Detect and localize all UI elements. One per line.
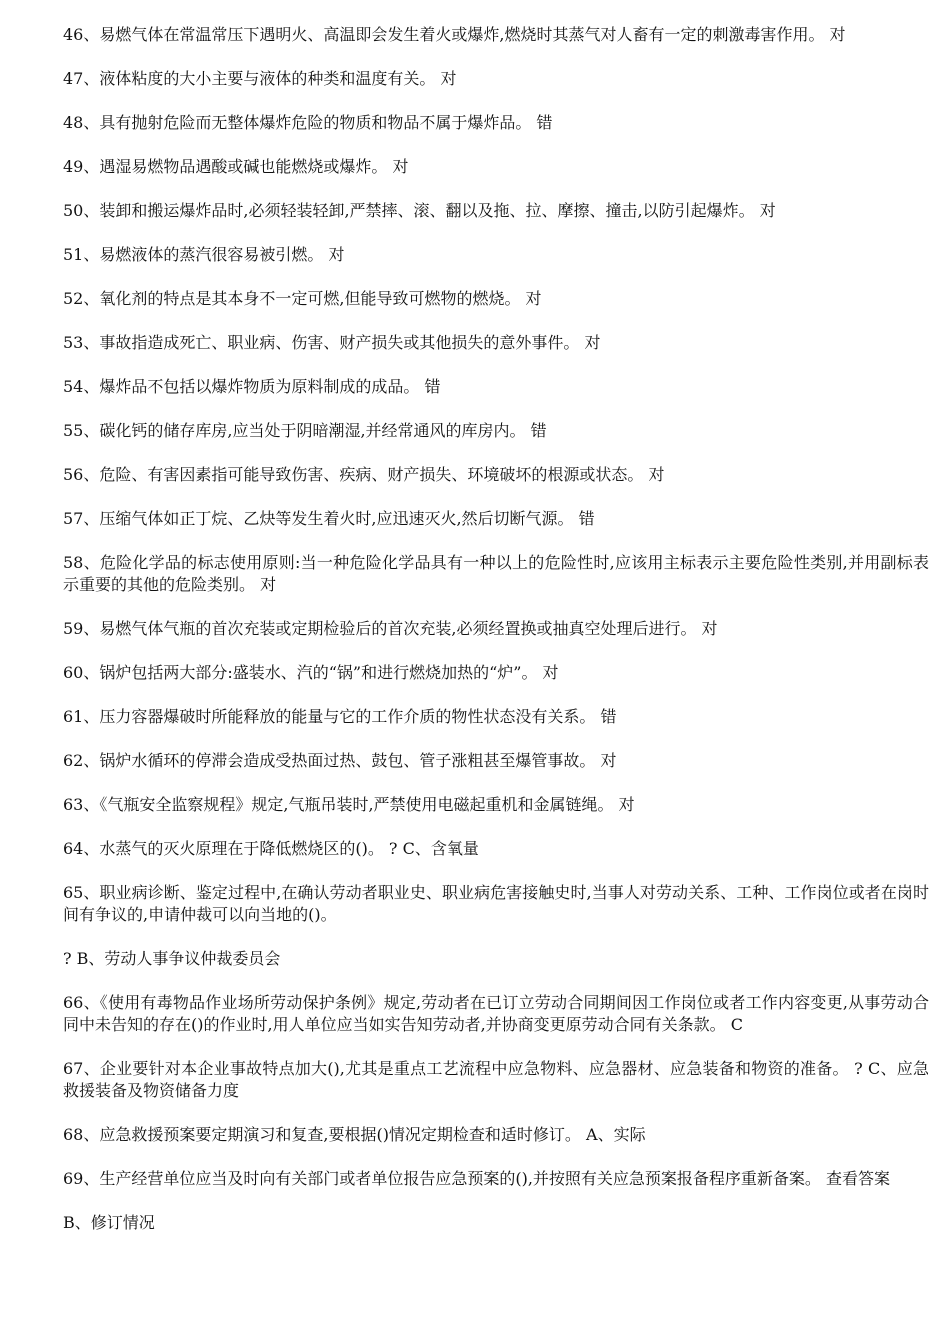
- question-68: 68、应急救援预案要定期演习和复查,要根据()情况定期检查和适时修订。 A、实际: [63, 1125, 646, 1144]
- question-64: 64、水蒸气的灭火原理在于降低燃烧区的()。 ? C、含氧量: [63, 839, 479, 858]
- question-61: 61、压力容器爆破时所能释放的能量与它的工作介质的物性状态没有关系。 错: [63, 707, 617, 726]
- document-page: [63, 24, 929, 1256]
- question-52: 52、氧化剂的特点是其本身不一定可燃,但能导致可燃物的燃烧。 对: [63, 289, 542, 308]
- question-60: 60、锅炉包括两大部分:盛装水、汽的“锅”和进行燃烧加热的“炉”。 对: [63, 663, 559, 682]
- question-62: 62、锅炉水循环的停滞会造成受热面过热、鼓包、管子涨粗甚至爆管事故。 对: [63, 751, 617, 770]
- question-54: 54、爆炸品不包括以爆炸物质为原料制成的成品。 错: [63, 377, 441, 396]
- question-59: 59、易燃气体气瓶的首次充装或定期检验后的首次充装,必须经置换或抽真空处理后进行。 对: [63, 619, 718, 638]
- question-56: 56、危险、有害因素指可能导致伤害、疾病、财产损失、环境破坏的根源或状态。 对: [63, 465, 665, 484]
- question-46: 46、易燃气体在常温常压下遇明火、高温即会发生着火或爆炸,燃烧时其蒸气对人畜有一定的刺激毒害作用。 对: [63, 25, 846, 44]
- question-48: 48、具有抛射危险而无整体爆炸危险的物质和物品不属于爆炸品。 错: [63, 113, 553, 132]
- answer-69: B、修订情况: [63, 1213, 155, 1232]
- question-51: 51、易燃液体的蒸汽很容易被引燃。 对: [63, 245, 345, 264]
- question-58: 58、危险化学品的标志使用原则:当一种危险化学品具有一种以上的危险性时,应该用主标表示主要危险性类别,并用副标表示重要的其他的危险类别。 对: [63, 553, 929, 594]
- question-57: 57、压缩气体如正丁烷、乙炔等发生着火时,应迅速灭火,然后切断气源。 错: [63, 509, 595, 528]
- question-65: 65、职业病诊断、鉴定过程中,在确认劳动者职业史、职业病危害接触史时,当事人对劳动关系、工种、工作岗位或者在岗时间有争议的,申请仲裁可以向当地的()。: [63, 883, 929, 924]
- question-67: 67、企业要针对本企业事故特点加大(),尤其是重点工艺流程中应急物料、应急器材、应急装备和物资的准备。 ? C、应急救援装备及物资储备力度: [63, 1059, 929, 1100]
- question-55: 55、碳化钙的储存库房,应当处于阴暗潮湿,并经常通风的库房内。 错: [63, 421, 547, 440]
- question-63: 63、《气瓶安全监察规程》规定,气瓶吊装时,严禁使用电磁起重机和金属链绳。 对: [63, 795, 635, 814]
- answer-65: ? B、劳动人事争议仲裁委员会: [63, 949, 281, 968]
- question-47: 47、液体粘度的大小主要与液体的种类和温度有关。 对: [63, 69, 457, 88]
- question-49: 49、遇湿易燃物品遇酸或碱也能燃烧或爆炸。 对: [63, 157, 409, 176]
- question-50: 50、装卸和搬运爆炸品时,必须轻装轻卸,严禁摔、滚、翻以及拖、拉、摩擦、撞击,以防引起爆炸。 对: [63, 201, 776, 220]
- question-53: 53、事故指造成死亡、职业病、伤害、财产损失或其他损失的意外事件。 对: [63, 333, 601, 352]
- question-66: 66、《使用有毒物品作业场所劳动保护条例》规定,劳动者在已订立劳动合同期间因工作岗位或者工作内容变更,从事劳动合同中未告知的存在()的作业时,用人单位应当如实告知劳动者,并协商变更原劳动合同有关条款。 C: [63, 993, 929, 1034]
- question-69: 69、生产经营单位应当及时向有关部门或者单位报告应急预案的(),并按照有关应急预案报备程序重新备案。 查看答案: [63, 1169, 891, 1188]
